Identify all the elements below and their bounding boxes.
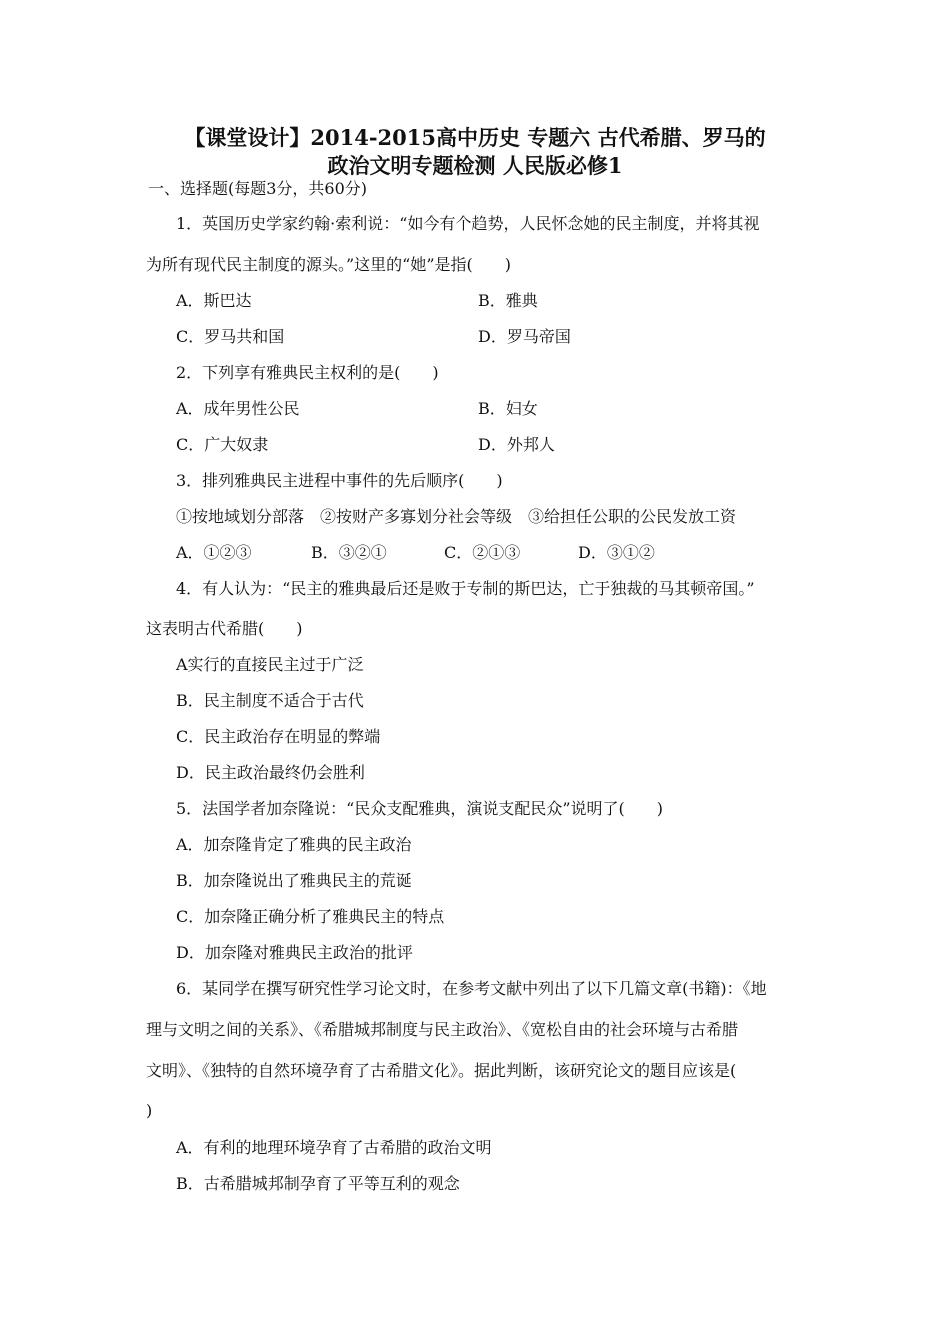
q4-stem-line-2: 这表明古代希腊( ): [146, 619, 303, 638]
q2-stem: 2．下列享有雅典民主权利的是( ): [176, 363, 439, 382]
q1-option-b: B．雅典: [478, 291, 538, 310]
q5-option-a: A．加奈隆肯定了雅典的民主政治: [176, 835, 412, 854]
q2-option-c: C．广大奴隶: [176, 435, 269, 454]
q3-option-c: C．②①③: [444, 543, 521, 562]
q4-option-c: C．民主政治存在明显的弊端: [176, 727, 381, 746]
document-title-line-1: 【课堂设计】2014-2015高中历史 专题六 古代希腊、罗马的: [184, 125, 766, 150]
q5-option-b: B．加奈隆说出了雅典民主的荒诞: [176, 871, 412, 890]
q1-stem-line-1: 1．英国历史学家约翰·索利说：“如今有个趋势，人民怀念她的民主制度，并将其视: [176, 214, 760, 233]
q3-stem: 3．排列雅典民主进程中事件的先后顺序( ): [176, 471, 503, 490]
q5-stem: 5．法国学者加奈隆说：“民众支配雅典，演说支配民众”说明了( ): [176, 799, 664, 818]
section-heading: 一、选择题(每题3分，共60分): [148, 179, 368, 198]
q1-option-d: D．罗马帝国: [478, 327, 571, 346]
q4-stem-line-1: 4．有人认为：“民主的雅典最后还是败于专制的斯巴达，亡于独裁的马其顿帝国。”: [176, 579, 755, 598]
q3-option-a: A．①②③: [176, 543, 252, 562]
document-title-line-2: 政治文明专题检测 人民版必修1: [327, 153, 623, 178]
q3-option-b: B．③②①: [311, 543, 387, 562]
q6-option-a: A．有利的地理环境孕育了古希腊的政治文明: [176, 1138, 492, 1157]
q6-stem-line-2: 理与文明之间的关系》、《希腊城邦制度与民主政治》、《宽松自由的社会环境与古希腊: [146, 1020, 739, 1039]
q6-stem-line-3: 文明》、《独特的自然环境孕育了古希腊文化》。据此判断，该研究论文的题目应该是(: [146, 1061, 737, 1080]
q6-stem-line-4: ): [146, 1101, 153, 1120]
q5-option-d: D．加奈隆对雅典民主政治的批评: [176, 943, 413, 962]
q3-option-d: D．③①②: [578, 543, 655, 562]
q1-option-a: A．斯巴达: [176, 291, 252, 310]
q2-option-b: B．妇女: [478, 399, 538, 418]
q1-stem-line-2: 为所有现代民主制度的源头。”这里的“她”是指( ): [146, 255, 512, 274]
q4-option-a: A实行的直接民主过于广泛: [176, 655, 364, 674]
q1-option-c: C．罗马共和国: [176, 327, 285, 346]
q5-option-c: C．加奈隆正确分析了雅典民主的特点: [176, 907, 445, 926]
q2-option-a: A．成年男性公民: [176, 399, 300, 418]
q6-stem-line-1: 6．某同学在撰写研究性学习论文时，在参考文献中列出了以下几篇文章(书籍)：《地: [176, 979, 767, 998]
q6-option-b: B．古希腊城邦制孕育了平等互利的观念: [176, 1174, 460, 1193]
q3-items: ①按地域划分部落 ②按财产多寡划分社会等级 ③给担任公职的公民发放工资: [176, 507, 737, 526]
q4-option-d: D．民主政治最终仍会胜利: [176, 763, 365, 782]
q2-option-d: D．外邦人: [478, 435, 555, 454]
q4-option-b: B．民主制度不适合于古代: [176, 691, 364, 710]
